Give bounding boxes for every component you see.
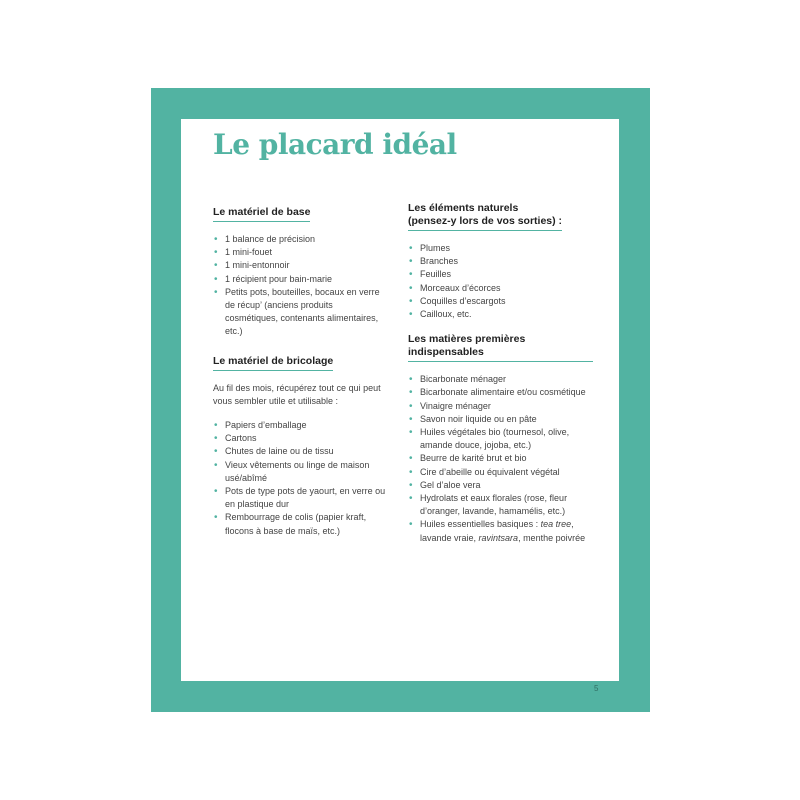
list-materiel-de-base [213,233,388,339]
bullet-icon: • [409,309,413,321]
list-item: • Vinaigre ménager [409,400,491,412]
bullet-icon: • [214,459,218,471]
section-intro: Au fil des mois, récupérez tout ce qui peut vous sembler utile et utilisable : [213,382,381,406]
bullet-icon: • [214,260,218,272]
bullet-icon: • [409,387,413,399]
bullet-icon: • [409,519,413,531]
left-column [213,202,388,538]
list-item: • Pots de type pots de yaourt, en verre ou en plastique dur [214,486,386,510]
bullet-icon: • [409,427,413,439]
list-item: • Branches [409,256,459,268]
list-item: • Coquilles d’escargots [409,295,506,307]
list-item: • Cartons [214,433,257,445]
list-item: • Hydrolats et eaux florales (rose, fleur d’oranger, lavande, hamamélis, etc.) [409,493,568,517]
bullet-icon: • [214,273,218,285]
list-item: • Gel d’aloe vera [409,479,481,491]
bullet-icon: • [409,295,413,307]
list-item: • Huiles essentielles basiques : tea tree, lavande vraie, ravintsara, menthe poivrée [409,519,586,543]
list-elements-naturels [408,242,593,321]
section-heading-materiel-de-bricolage: Le matériel de bricolage [213,355,333,371]
page-title: Le placard idéal [213,128,457,161]
list-item: • 1 balance de précision [214,234,316,245]
list-item: • 1 mini-entonnoir [214,260,290,272]
section-heading-matieres-premieres: Les matières premières indispensables [408,333,593,362]
list-item: • 1 récipient pour bain-marie [214,273,333,285]
list-item: • Bicarbonate alimentaire et/ou cosmétique [409,387,586,399]
list-item: • Feuilles [409,269,452,281]
bullet-icon: • [409,479,413,491]
bullet-icon: • [214,512,218,524]
list-item: • Bicarbonate ménager [409,374,507,386]
bullet-icon: • [214,234,218,245]
list-item: • Savon noir liquide ou en pâte [409,413,537,425]
bullet-icon: • [409,256,413,268]
bullet-icon: • [214,420,218,432]
list-item: • Chutes de laine ou de tissu [214,446,334,458]
list-materiel-de-bricolage [213,419,388,538]
bullet-icon: • [409,453,413,465]
section-heading-materiel-de-base: Le matériel de base [213,206,310,222]
list-matieres-premieres [408,373,593,545]
page-number: 5 [594,684,599,693]
bullet-icon: • [409,466,413,478]
bullet-icon: • [214,446,218,458]
list-item: • Petits pots, bouteilles, bocaux en verre de récup’ (anciens produits cosmétiques, contenants alimentaires, etc.) [214,286,380,337]
bullet-icon: • [409,269,413,281]
list-item: • Papiers d’emballage [214,420,307,432]
list-item: • Cire d’abeille ou équivalent végétal [409,466,560,478]
list-item: • Beurre de karité brut et bio [409,453,527,465]
list-item: • Plumes [409,243,451,254]
bullet-icon: • [214,433,218,445]
list-item: • Vieux vêtements ou linge de maison usé/abîmé [214,459,370,483]
list-item: • 1 mini-fouet [214,247,273,259]
list-item: • Rembourrage de colis (papier kraft, flocons à base de maïs, etc.) [214,512,367,536]
right-column [408,202,593,545]
bullet-icon: • [409,243,413,254]
bullet-icon: • [214,486,218,498]
bullet-icon: • [409,400,413,412]
bullet-icon: • [214,286,218,298]
list-item: • Morceaux d’écorces [409,282,501,294]
heading-line-2: (pensez-y lors de vos sorties) : [408,215,563,227]
list-item: • Cailloux, etc. [409,309,472,321]
bullet-icon: • [214,247,218,259]
heading-line-1: Les éléments naturels [408,202,519,214]
section-heading-elements-naturels [408,202,562,231]
bullet-icon: • [409,413,413,425]
bullet-icon: • [409,374,413,386]
bullet-icon: • [409,493,413,505]
list-item: • Huiles végétales bio (tournesol, olive, amande douce, jojoba, etc.) [409,427,570,451]
bullet-icon: • [409,282,413,294]
